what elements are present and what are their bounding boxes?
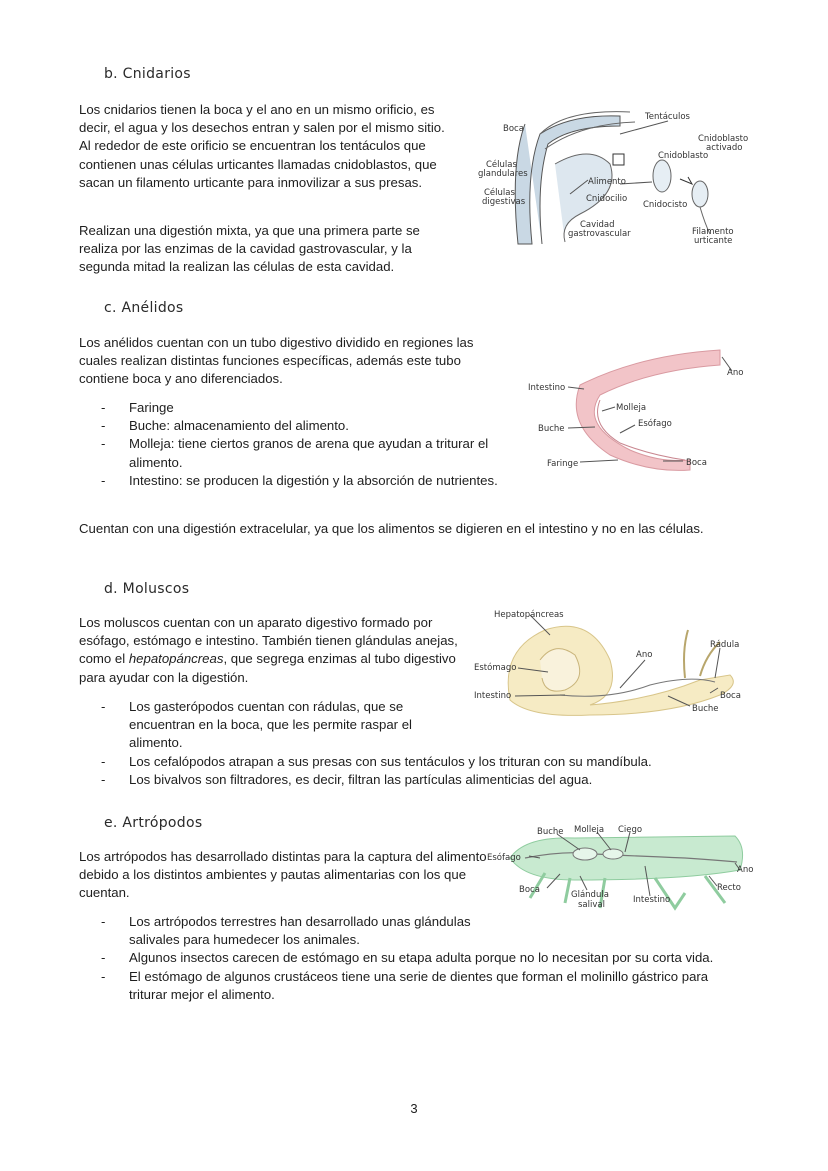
label-radula: Rádula — [710, 640, 740, 650]
list-item: - Faringe — [101, 400, 174, 415]
moluscos-paragraph-1: Los moluscos cuentan con un aparato digestivo formado por esófago, estómago e intestino. También tienen glándulas anejas, como el hepatopáncreas, que segrega enzimas al tubo digestivo para ayudar con la digestión. — [79, 615, 458, 685]
label-molleja: Molleja — [574, 825, 605, 835]
annelid-diagram — [520, 345, 760, 475]
label-recto: Recto — [717, 883, 741, 893]
anelidos-list — [79, 399, 509, 490]
label-boca: Boca — [686, 458, 707, 468]
label-celulas-glandulares-2: glandulares — [478, 169, 528, 179]
page-number: 3 — [410, 1101, 418, 1116]
label-tentaculos: Tentáculos — [645, 112, 690, 122]
heading-anelidos: c. Anélidos — [104, 300, 184, 316]
label-celulas-digestivas-1: Células — [484, 188, 515, 198]
label-boca: Boca — [720, 691, 741, 701]
list-item: - Intestino: se producen la digestión y la absorción de nutrientes. — [101, 472, 498, 488]
label-intestino: Intestino — [474, 691, 512, 701]
list-item: - Algunos insectos carecen de estómago en su etapa adulta porque no lo necesitan por su corta vida. — [101, 950, 714, 966]
list-item: - Los bivalvos son filtradores, es decir, filtran las partículas alimenticias del agua. — [101, 771, 593, 787]
heading-moluscos: d. Moluscos — [104, 581, 190, 597]
anelidos-paragraph-1: Los anélidos cuentan con un tubo digestivo dividido en regiones las cuales realizan distintas funciones específicas, además este tubo contiene boca y ano diferenciados. — [79, 335, 474, 387]
label-cnidoblasto-activado-2: activado — [706, 143, 743, 153]
list-item: - Los artrópodos terrestres han desarrollado unas glándulas salivales para humedecer los animales. — [101, 914, 471, 948]
heading-artropodos: e. Artrópodos — [104, 815, 203, 831]
label-faringe: Faringe — [547, 459, 579, 469]
label-ano: Ano — [727, 368, 744, 378]
list-item: - Los cefalópodos atrapan a sus presas con sus tentáculos y los trituran con su mandíbula. — [101, 753, 652, 769]
anelidos-paragraph-2: Cuentan con una digestión extracelular, ya que los alimentos se digieren en el intestino y no en las células. — [79, 521, 704, 536]
label-glandula-2: salival — [578, 900, 605, 910]
cnidarios-paragraph-1: Los cnidarios tienen la boca y el ano en un mismo orificio, es decir, el agua y los desechos entran y salen por el mismo sitio. Al rededor de este orificio se encuentran los tentáculos que contienen unas células urticantes llamadas cnidoblastos, que sacan un filamento urticante para inmovilizar a sus presas. — [79, 102, 445, 190]
cnidarian-diagram — [470, 104, 760, 254]
label-ciego: Ciego — [618, 825, 643, 835]
list-item: - El estómago de algunos crustáceos tiene una serie de dientes que forman el molinillo gástrico para triturar mejor el alimento. — [101, 968, 709, 1002]
label-ano: Ano — [737, 865, 754, 875]
mollusc-diagram — [470, 600, 760, 730]
heading-cnidarios: b. Cnidarios — [104, 66, 191, 82]
label-cnidocilio: Cnidocilio — [586, 194, 628, 204]
label-cavidad-2: gastrovascular — [568, 229, 631, 239]
label-glandula-1: Glándula — [571, 890, 609, 900]
artropodos-paragraph-1: Los artrópodos has desarrollado distintas para la captura del alimento debido a los distintos ambientes y pautas alimentarias con los que cuentan. — [79, 849, 487, 901]
label-boca: Boca — [503, 124, 524, 134]
label-estomago: Estómago — [474, 663, 517, 673]
label-cnidoblasto-activado-1: Cnidoblasto — [698, 134, 749, 144]
label-intestino: Intestino — [528, 383, 566, 393]
label-alimento: Alimento — [588, 177, 626, 187]
arthropod-diagram — [485, 818, 770, 918]
label-cavidad-1: Cavidad — [580, 220, 615, 230]
label-esofago: Esófago — [638, 419, 672, 429]
cnidarios-paragraph-2: Realizan una digestión mixta, ya que una primera parte se realiza por las enzimas de la cavidad gastrovascular, y la segunda mitad la realizan las células de esta cavidad. — [79, 223, 420, 275]
label-intestino: Intestino — [633, 895, 671, 905]
list-item: - Buche: almacenamiento del alimento. — [101, 418, 349, 434]
label-buche: Buche — [538, 424, 565, 434]
label-cnidocisto: Cnidocisto — [643, 200, 688, 210]
label-filamento-1: Filamento — [692, 227, 734, 237]
label-ano: Ano — [636, 650, 653, 660]
label-esofago: Esófago — [487, 853, 521, 863]
artropodos-list — [79, 913, 739, 1004]
list-item: - Molleja: tiene ciertos granos de arena que ayudan a triturar el alimento. — [101, 436, 489, 470]
term-hepatopancreas: hepatopáncreas — [128, 651, 224, 667]
label-buche: Buche — [692, 704, 719, 714]
label-hepatopancreas: Hepatopáncreas — [494, 610, 564, 620]
label-buche: Buche — [537, 827, 564, 837]
label-boca: Boca — [519, 885, 540, 895]
label-filamento-2: urticante — [694, 236, 733, 246]
label-molleja: Molleja — [616, 403, 647, 413]
list-item: - Los gasterópodos cuentan con rádulas, que se encuentran en la boca, que les permite raspar el alimento. — [101, 699, 412, 751]
label-celulas-glandulares-1: Células — [486, 160, 517, 170]
label-cnidoblasto: Cnidoblasto — [658, 151, 709, 161]
label-celulas-digestivas-2: digestivas — [482, 197, 526, 207]
